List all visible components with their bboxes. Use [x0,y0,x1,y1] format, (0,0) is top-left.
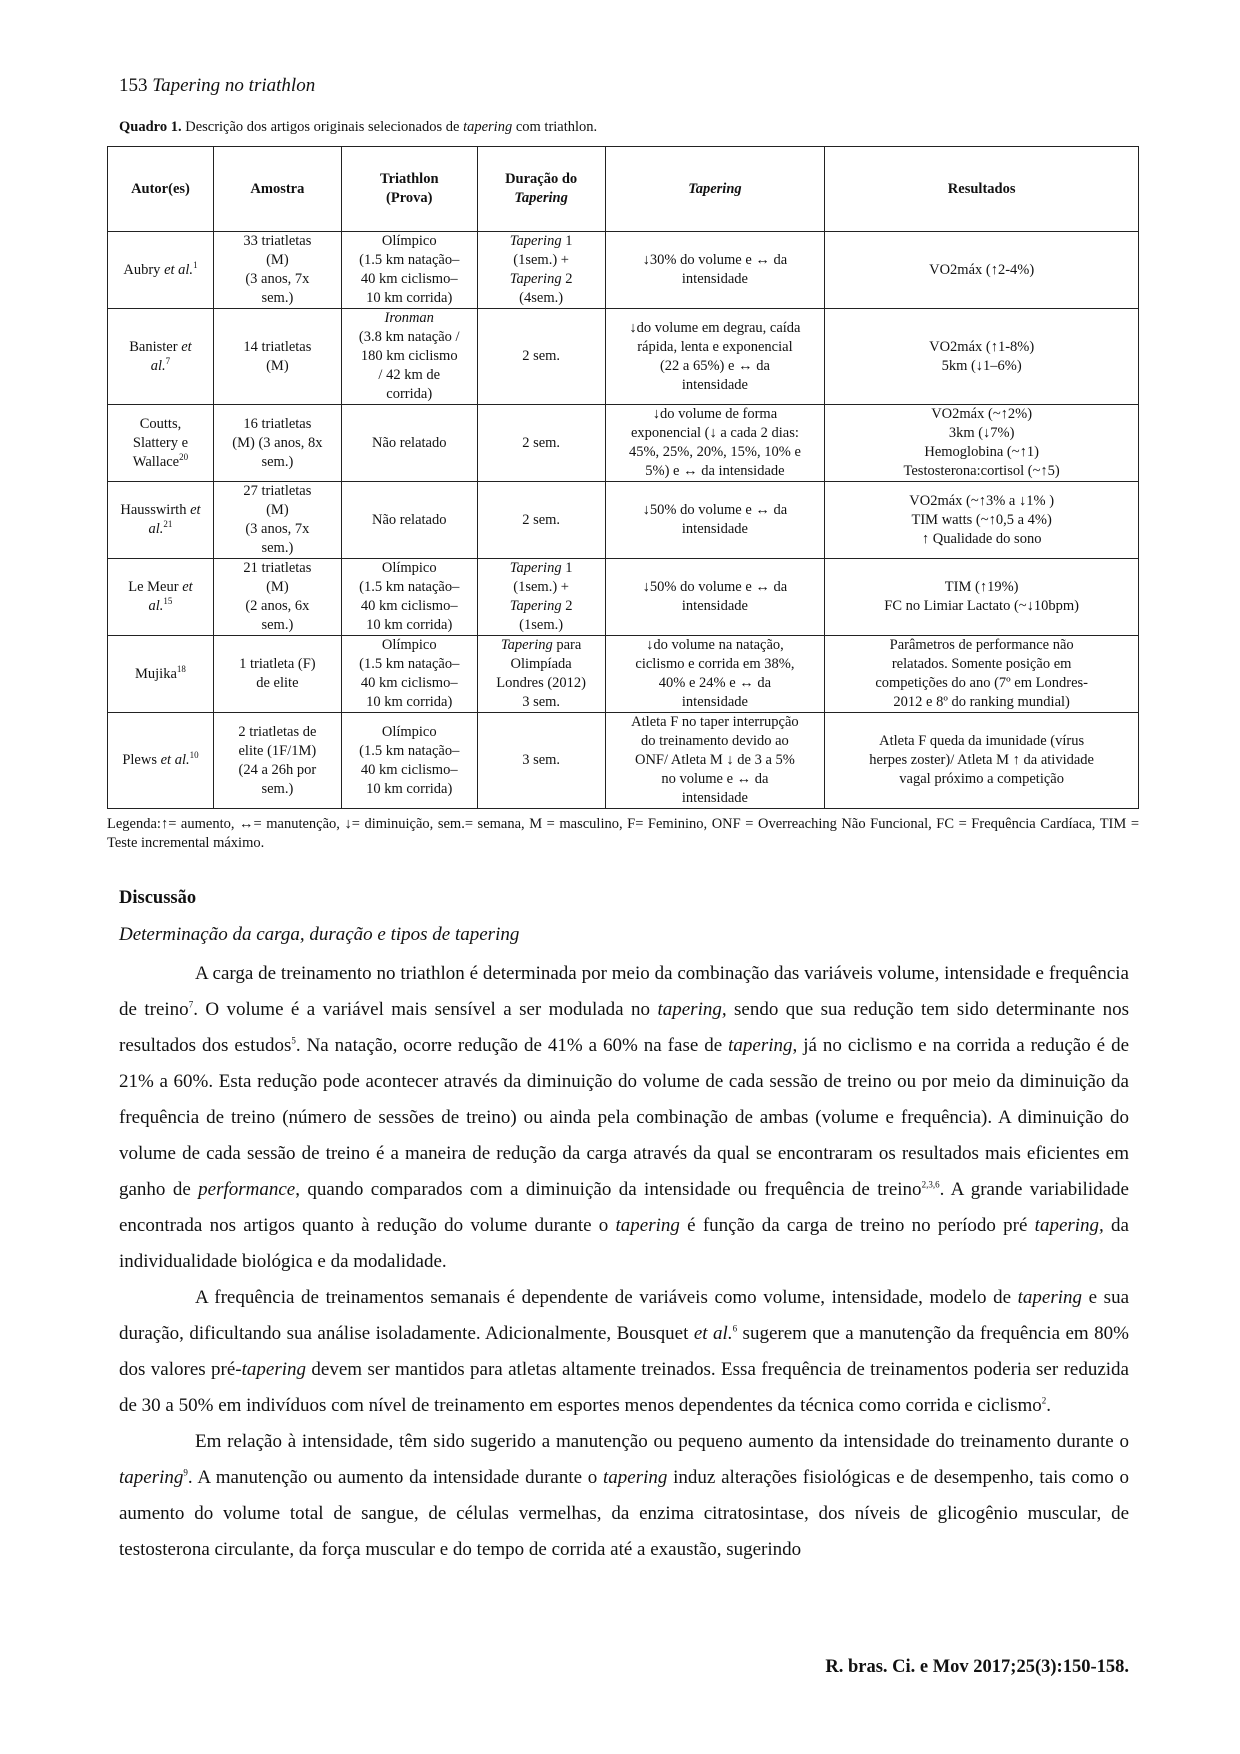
tapering-line: intensidade [681,521,748,537]
amostra-line: 2 triatletas de [238,723,317,740]
text-run: da individualidade biológica e da modalidade. [119,1215,1129,1272]
author-name: Aubry [123,261,165,278]
tapering-line: intensidade [681,271,748,287]
table-row [108,309,1139,405]
cell-duracao [477,309,605,405]
triathlon-line: 10 km corrida) [366,694,453,710]
cell-tapering [605,232,825,309]
triathlon-line: 40 km ciclismo– [360,271,458,287]
author-name: Banister [129,338,182,355]
duracao-line: 3 sem. [522,694,561,710]
caption-label: Quadro 1. [119,119,182,135]
tapering-line: ↓30% do volume e ↔ da [642,252,788,268]
cell-triathlon [341,559,477,636]
cell-amostra [213,309,341,405]
duracao-italic: Tapering [509,598,562,614]
cell-resultados [825,309,1139,405]
resultado-line: 2012 e 8º do ranking mundial) [893,694,1070,710]
duracao-italic: Tapering [509,560,562,576]
duracao-line: 2 [561,271,573,287]
triathlon-line: (1.5 km natação– [359,252,460,268]
citation-ref: 6 [732,1323,738,1334]
header-resultados: Resultados [825,147,1139,232]
resultado-line: Atleta F queda da imunidade (vírus [879,733,1085,749]
author-etal: et al. [164,261,194,278]
text-run: . A manutenção ou aumento da intensidade durante o [187,1467,604,1488]
amostra-line: de elite [256,675,299,691]
cell-resultados [825,232,1139,309]
triathlon-line: Não relatado [372,434,447,451]
cell-resultados [825,636,1139,713]
tapering-line: 45%, 25%, 20%, 15%, 10% e [628,444,801,460]
cell-tapering [605,309,825,405]
triathlon-line: Olímpico [381,723,437,740]
amostra-line: sem.) [261,540,294,556]
text-run: devem ser mantidos para atletas altamente treinados. Essa frequência de treinamentos poderia ser reduzida de 30 a 50% em indivíduos com nível de treinamento em esportes menos dependentes da técnica como corrida e ciclismo [119,1359,1129,1416]
text-run: . Na natação, ocorre redução de 41% a 60% na fase de [295,1035,729,1056]
author-name: Mujika [135,665,177,682]
text-run: sugerem que a manutenção da frequência em 80% dos valores pré- [119,1323,1129,1380]
tapering-line: ↓50% do volume e ↔ da [642,579,788,595]
duracao-line: 1 [561,233,573,249]
author-etal: et [190,502,201,518]
amostra-line: 27 triatletas [243,483,312,499]
citation-ref: 2 [1041,1395,1047,1406]
cell-triathlon [341,405,477,482]
table-legend: Legenda:↑= aumento, ↔= manutenção, ↓= diminuição, sem.= semana, M = masculino, F= Feminino, ONF = Overreaching Não Funcional, FC = Frequência Cardíaca, TIM = Teste incremental máximo. [107,816,1139,851]
triathlon-line: corrida) [386,386,433,402]
header-duracao: Duração do Tapering [477,147,605,232]
author-line: Slattery e [132,434,189,451]
triathlon-line: (1.5 km natação– [359,742,460,759]
running-title: Tapering no triathlon [152,75,316,96]
duracao-line: 2 sem. [522,511,561,528]
author-ref: 7 [165,355,171,366]
text-run: sendo que sua redução tem sido determinante nos resultados dos estudos [119,999,1129,1056]
paragraph [119,956,1129,1280]
author-etal: et [182,579,193,595]
tapering-line: exponencial (↓ a cada 2 dias: [630,425,799,441]
cell-autor [108,232,214,309]
triathlon-line: Não relatado [372,511,447,528]
cell-duracao [477,232,605,309]
author-ref: 20 [179,451,189,462]
author-etal: et [181,338,192,355]
triathlon-line: 10 km corrida) [366,290,453,306]
header-triathlon: Triathlon (Prova) [341,147,477,232]
triathlon-line: 40 km ciclismo– [360,761,458,778]
cell-tapering [605,713,825,809]
amostra-line: sem.) [261,780,294,797]
amostra-line: (3 anos, 7x [245,521,310,537]
cell-triathlon [341,713,477,809]
duracao-line: 3 sem. [522,752,561,768]
author-etal: et al. [160,752,190,768]
text-run: A frequência de treinamentos semanais é dependente de variáveis como volume, intensidade, modelo de [195,1287,1018,1308]
triathlon-line: 10 km corrida) [366,780,453,797]
table-row [108,405,1139,482]
triathlon-line: 40 km ciclismo– [360,675,458,691]
triathlon-line: 180 km ciclismo [360,348,458,364]
cell-autor [108,482,214,559]
italic-run: tapering [241,1359,307,1380]
resultado-line: Parâmetros de performance não [889,637,1074,653]
citation-ref: 9 [183,1467,188,1478]
tapering-line: ↓do volume em degrau, caída [629,319,801,336]
cell-autor [108,309,214,405]
resultado-line: VO2máx (~↑2%) [931,406,1033,422]
duracao-line: (1sem.) [519,617,564,633]
triathlon-italic: Ironman [384,310,434,326]
tapering-line: Atleta F no taper interrupção [631,714,799,730]
cell-autor [108,713,214,809]
amostra-line: (M) [266,252,289,268]
caption-text-end: com triathlon. [512,119,598,135]
cell-amostra [213,559,341,636]
cell-triathlon [341,636,477,713]
duracao-line: 1 [561,560,573,576]
tapering-line: intensidade [681,694,748,710]
tapering-line: rápida, lenta e exponencial [637,338,793,355]
duracao-line: Olimpíada [510,656,572,672]
author-ref: 21 [163,519,173,530]
text-run: . O volume é a variável mais sensível a ser modulada no [193,999,658,1020]
italic-run: tapering [603,1467,668,1488]
resultado-line: Testosterona:cortisol (~↑5) [903,463,1060,479]
amostra-line: (M) (3 anos, 8x [232,434,323,451]
cell-triathlon [341,232,477,309]
duracao-line: 2 sem. [522,348,561,364]
italic-run: tapering [728,1035,793,1056]
author-ref: 18 [176,663,186,674]
author-name: Le Meur [128,579,183,595]
cell-duracao [477,405,605,482]
header-tapering: Tapering [605,147,825,232]
table-row [108,232,1139,309]
caption-italic: tapering [463,119,513,135]
cell-resultados [825,713,1139,809]
author-etal: al. [150,357,166,374]
amostra-line: sem.) [261,453,294,470]
cell-autor [108,405,214,482]
author-ref: 15 [163,596,173,607]
amostra-line: sem.) [261,290,294,306]
duracao-italic: Tapering [500,637,553,653]
page-number: 153 [119,75,148,96]
cell-duracao [477,559,605,636]
resultado-line: TIM (↑19%) [944,579,1019,595]
author-ref: 10 [189,750,199,761]
cell-tapering [605,405,825,482]
cell-tapering [605,636,825,713]
tapering-line: ↓50% do volume e ↔ da [642,502,788,518]
author-etal: al. [148,521,164,537]
paragraph [119,1424,1129,1568]
resultado-line: VO2máx (↑2-4%) [929,261,1035,278]
tapering-line: intensidade [681,376,748,393]
triathlon-line: Olímpico [381,233,437,249]
section-title: Discussão [119,888,197,908]
amostra-line: (M) [266,357,289,374]
author-name: Plews [122,752,161,768]
tapering-line: ciclismo e corrida em 38%, [635,656,795,672]
citation-ref: 5 [291,1035,296,1046]
triathlon-line: 10 km corrida) [366,617,453,633]
resultado-line: TIM watts (~↑0,5 a 4%) [911,511,1052,528]
tapering-line: ↓do volume na natação, [646,637,784,653]
cell-autor [108,559,214,636]
table-row [108,482,1139,559]
amostra-line: (2 anos, 6x [245,598,310,614]
cell-amostra [213,232,341,309]
amostra-line: (3 anos, 7x [245,271,310,287]
resultado-line: relatados. Somente posição em [891,656,1072,672]
text-run: A carga de treinamento no triathlon é determinada por meio da combinação das variáveis volume, intensidade e frequência de treino [119,963,1129,1020]
author-line: Coutts, [139,415,182,432]
resultado-line: ↑ Qualidade do sono [921,530,1042,547]
header-amostra: Amostra [213,147,341,232]
cell-amostra [213,405,341,482]
tapering-line: 5%) e ↔ da intensidade [645,463,785,479]
text-run: Em relação à intensidade, têm sido sugerido a manutenção ou pequeno aumento da intensidade do treinamento durante o [195,1431,1129,1452]
text-run: , quando comparados com a diminuição da intensidade ou frequência de treino [295,1179,922,1200]
amostra-line: 21 triatletas [243,560,312,576]
quadro-table [107,146,1139,809]
table-row [108,559,1139,636]
cell-tapering [605,559,825,636]
tapering-line: ONF/ Atleta M ↓ de 3 a 5% [634,752,795,768]
resultado-line: VO2máx (~↑3% a ↓1% ) [909,492,1055,509]
amostra-line: elite (1F/1M) [238,742,317,759]
italic-run: tapering [119,1467,184,1488]
triathlon-line: (1.5 km natação– [359,579,460,595]
cell-triathlon [341,482,477,559]
resultado-line: VO2máx (↑1-8%) [929,338,1035,355]
text-run: e sua duração, dificultando sua análise isoladamente. Adicionalmente, Bousquet [119,1287,1130,1344]
amostra-line: 14 triatletas [243,338,312,355]
tapering-line: no volume e ↔ da [661,771,769,787]
text-run: induz alterações fisiológicas e de desempenho, tais como o aumento do volume total de sangue, de células vermelhas, da enzima citratosintase, dos níveis de glicogênio muscular, de testosterona circulante, da força muscular e do tempo de corrida até a exaustão, sugerindo [119,1467,1129,1560]
caption-text: Descrição dos artigos originais selecionados de [181,119,464,135]
table-caption [119,119,597,136]
author-etal: al. [148,598,164,614]
italic-run: tapering [1017,1287,1083,1308]
amostra-line: 33 triatletas [243,233,312,249]
duracao-line: (4sem.) [519,290,564,306]
duracao-line: Londres (2012) [496,675,587,691]
triathlon-line: Olímpico [381,560,437,576]
duracao-italic: Tapering [509,233,562,249]
citation-ref: 2,3,6 [921,1179,940,1190]
duracao-line: 2 sem. [522,434,561,451]
duracao-line: (1sem.) + [513,579,569,595]
journal-citation: R. bras. Ci. e Mov 2017;25(3):150-158. [825,1657,1129,1677]
italic-run: performance [198,1179,296,1200]
italic-run: tapering, [657,999,727,1020]
duracao-line: para [552,637,582,653]
tapering-line: intensidade [681,598,748,614]
author-ref: 1 [193,259,198,270]
duracao-line: 2 [561,598,573,614]
amostra-line: sem.) [261,617,294,633]
cell-resultados [825,482,1139,559]
subsection-title: Determinação da carga, duração e tipos de tapering [119,924,520,945]
cell-amostra [213,482,341,559]
resultado-line: FC no Limiar Lactato (~↓10bpm) [884,598,1079,614]
cell-resultados [825,405,1139,482]
cell-resultados [825,559,1139,636]
amostra-line: (M) [266,502,289,518]
tapering-line: (22 a 65%) e ↔ da [659,357,770,374]
cell-duracao [477,713,605,809]
tapering-line: intensidade [681,790,748,806]
text-run: . A grande variabilidade encontrada nos artigos quanto à redução do volume durante o [119,1179,1129,1236]
table-header-row [108,147,1139,232]
resultado-line: competições do ano (7º em Londres- [875,675,1088,691]
cell-duracao [477,482,605,559]
resultado-line: 5km (↓1–6%) [941,357,1022,374]
cell-triathlon [341,309,477,405]
triathlon-line: / 42 km de [378,367,441,383]
duracao-line: (1sem.) + [513,252,569,268]
cell-amostra [213,636,341,713]
resultado-line: 3km (↓7%) [948,425,1015,441]
triathlon-line: (3.8 km natação / [358,329,460,345]
cell-duracao [477,636,605,713]
italic-run: tapering [615,1215,680,1236]
resultado-line: herpes zoster)/ Atleta M ↑ da atividade [869,752,1094,768]
amostra-line: 16 triatletas [243,415,312,432]
triathlon-line: (1.5 km natação– [359,656,460,672]
resultado-line: Hemoglobina (~↑1) [924,444,1039,460]
body-text [119,956,1129,1568]
amostra-line: (M) [266,579,289,595]
author-name: Hausswirth [120,502,191,518]
triathlon-line: Olímpico [381,637,437,653]
resultado-line: vagal próximo a competição [899,771,1064,787]
paragraph [119,1280,1129,1424]
text-run: . [1046,1395,1052,1416]
cell-tapering [605,482,825,559]
italic-run: et al. [693,1323,733,1344]
tapering-line: ↓do volume de forma [652,406,778,422]
text-run: , já no ciclismo e na corrida a redução é de 21% a 60%. Esta redução pode acontecer através da diminuição do volume de cada sessão de treino ou por meio da diminuição da frequência de treino (número de sessões de treino) ou ainda pela combinação de ambas (volume e frequência). A diminuição do volume de cada sessão de treino é a maneira de redução da carga através da qual se encontraram os resultados mais eficientes em ganho de [119,1035,1130,1200]
table-row [108,713,1139,809]
italic-run: tapering, [1034,1215,1104,1236]
tapering-line: do treinamento devido ao [641,733,789,749]
table-body [108,232,1139,809]
amostra-line: (24 a 26h por [238,761,317,778]
running-head [119,75,315,97]
text-run: é função da carga de treino no período pré [679,1215,1035,1236]
table-row [108,636,1139,713]
citation-ref: 7 [188,999,194,1010]
amostra-line: 1 triatleta (F) [239,656,316,672]
duracao-italic: Tapering [509,271,562,287]
cell-amostra [213,713,341,809]
triathlon-line: 40 km ciclismo– [360,598,458,614]
author-name: Wallace [132,453,180,470]
tapering-line: 40% e 24% e ↔ da [658,675,772,691]
header-autor: Autor(es) [108,147,214,232]
cell-autor [108,636,214,713]
